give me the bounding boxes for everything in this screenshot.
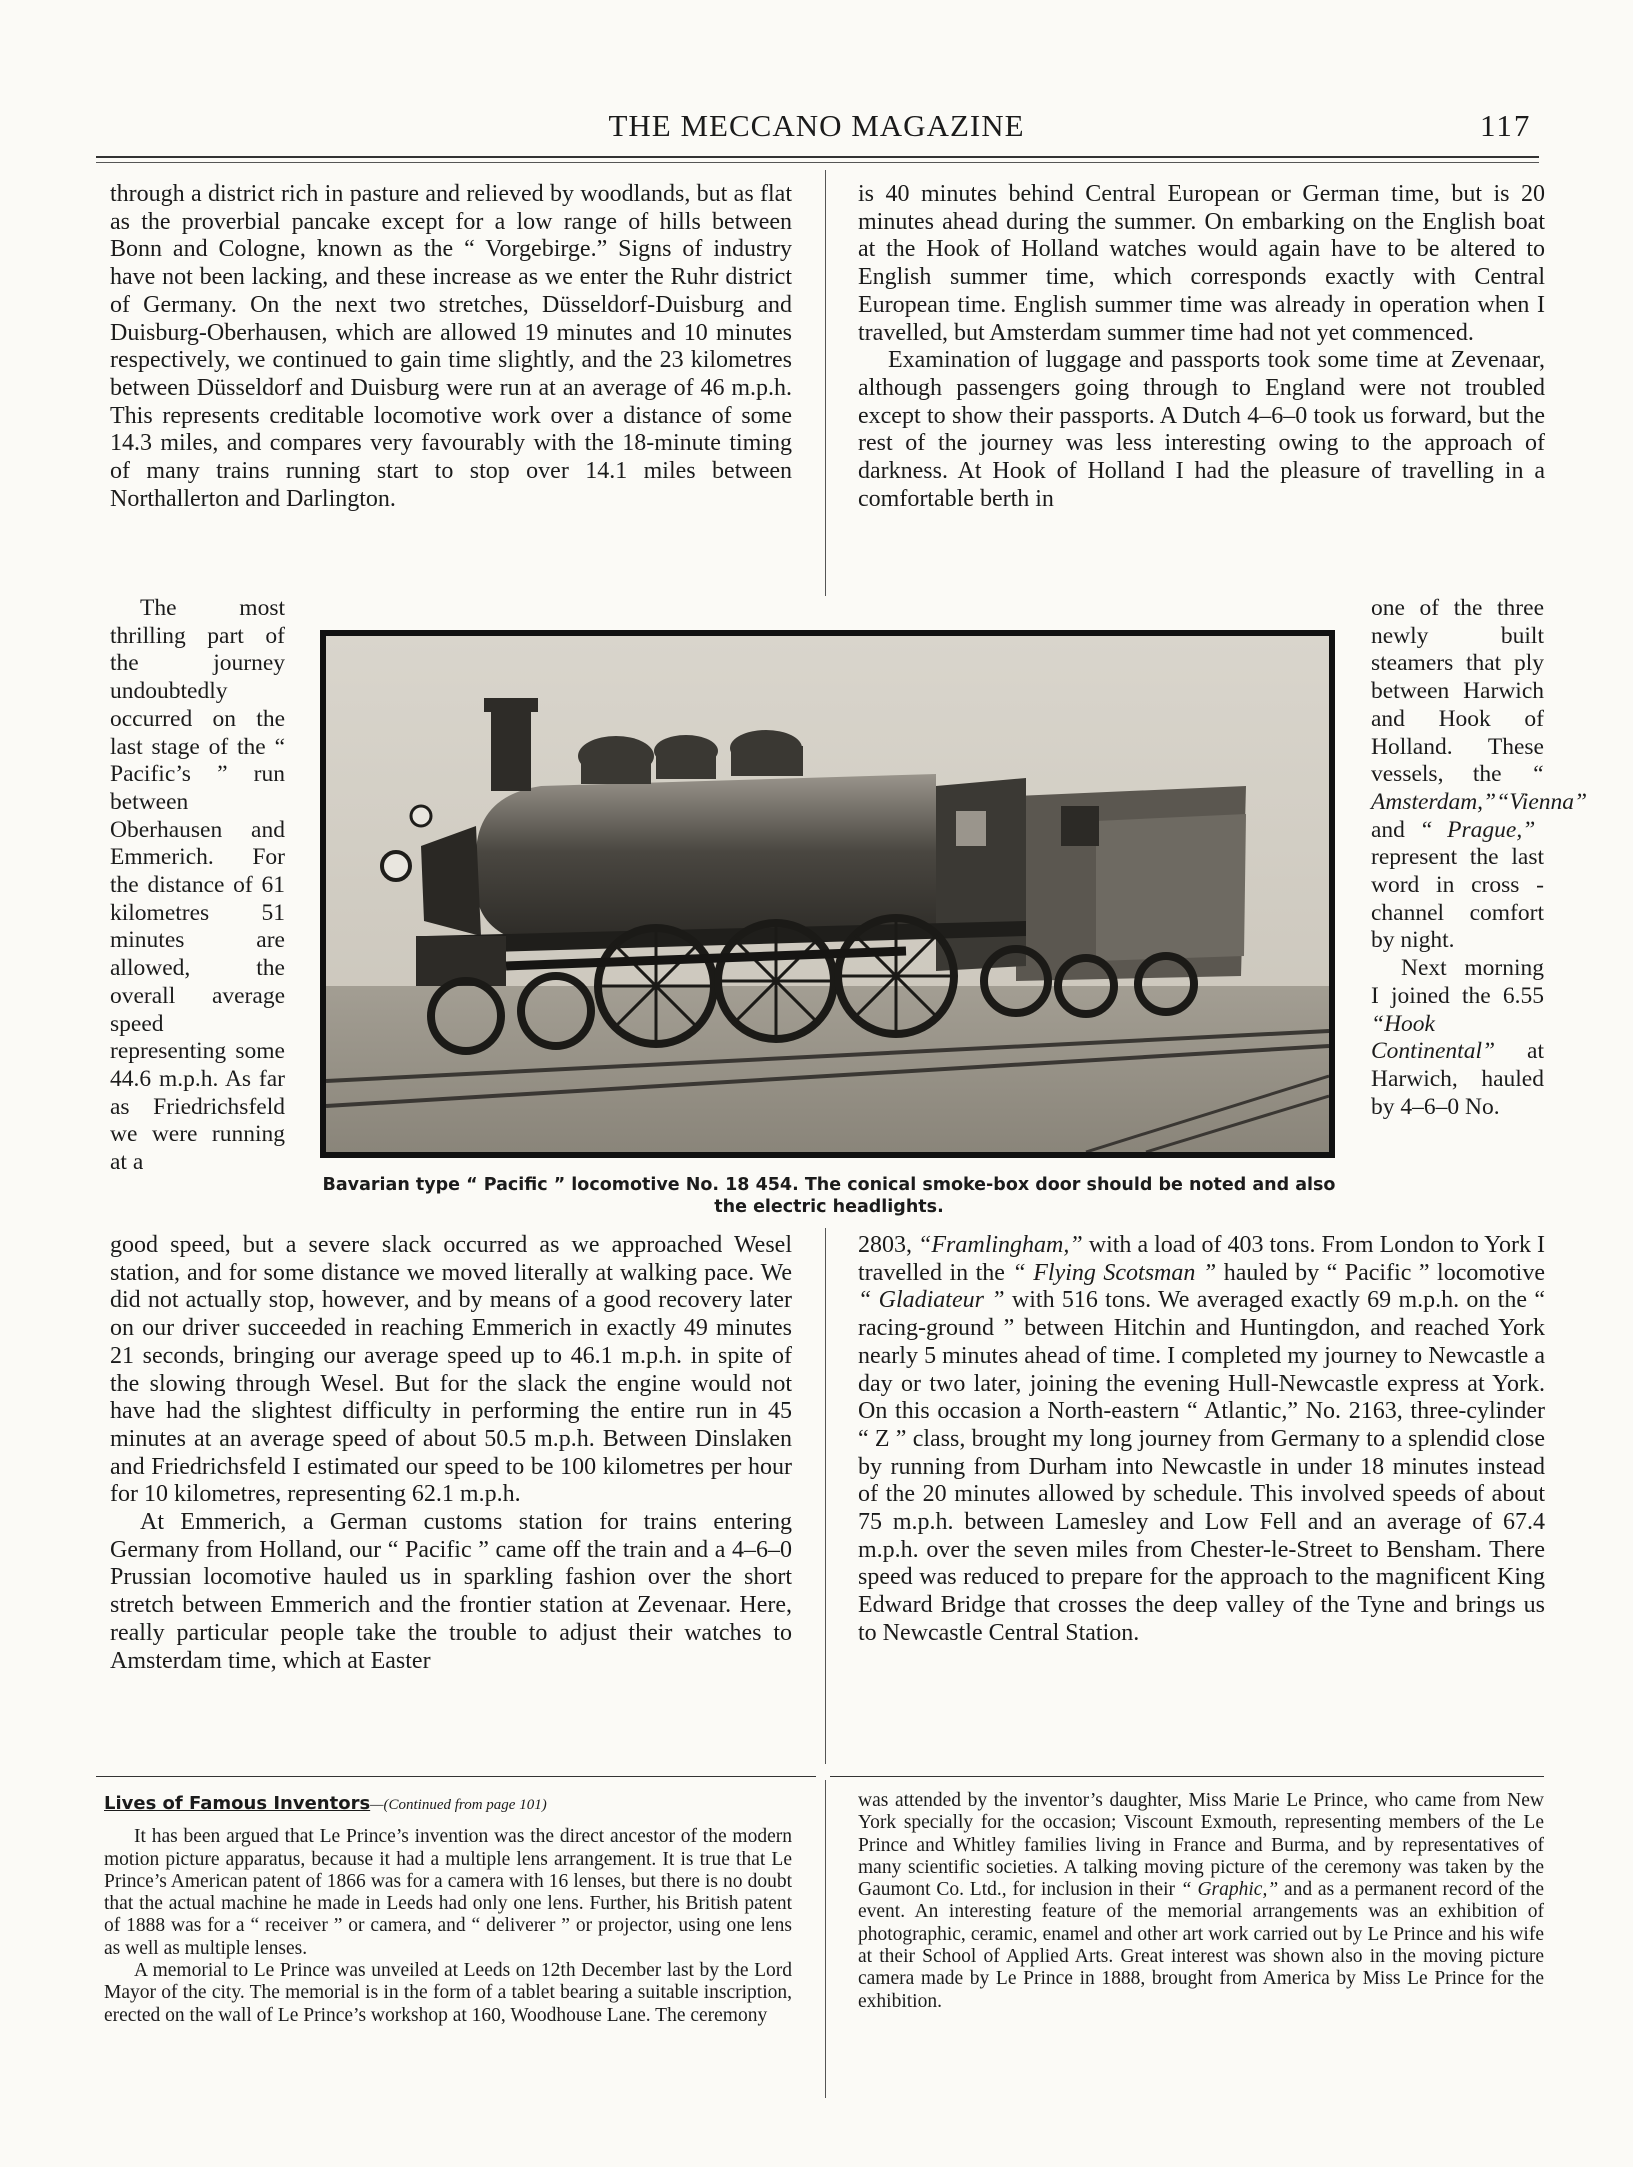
text-run: represent the last word in cross - channel comfort by night.	[1371, 844, 1544, 954]
column-divider	[825, 170, 826, 596]
text-run: with 516 tons. We averaged exactly 69 m.p.h. on the “ racing-ground ” between Hitchin and Huntingdon, and reached York nearly 5 minutes ahead of time. I completed my journey to Newcastle a day or two later, joining the evening Hull-Newcastle express at York. On this occasion a North-eastern “ Atlantic,” No. 2163, three-cylinder “ Z ” class, brought my long journey from Germany to a splendid close by running from Durham into Newcastle in under 18 minutes instead of the 20 minutes allowed by schedule. This involved speeds of about 75 m.p.h. between Lamesley and Low Fell and an average of 67.4 m.p.h. over the seven miles from Chester-le-Street to Bensham. There speed was reduced to prepare for the approach to the magnificent King Edward Bridge that crosses the deep valley of the Tyne and brings us to Newcastle Central Station.	[858, 1287, 1545, 1646]
publication-name: “ Graphic,”	[1180, 1879, 1279, 1901]
paragraph	[858, 1790, 1544, 2013]
paragraph	[858, 1232, 1545, 1648]
paragraph	[1371, 955, 1544, 1121]
paragraph	[1371, 595, 1588, 955]
train-name: “ Flying Scotsman ”	[1012, 1259, 1217, 1286]
text-run: at Harwich, hauled by 4–6–0 No.	[1371, 1038, 1544, 1120]
text-run: was attended by the inventor’s daughter, Miss Marie Le Prince, who came from New York specially for the occasion; Viscount Exmouth, representing members of the Le Prince and Whitley families living in France and Burma, and by representatives of many scientific societies. A talking moving picture of the ceremony was taken by the Gaumont Co. Ltd., for inclusion in their	[858, 1790, 1544, 1901]
figure-caption: Bavarian type “ Pacific ” locomotive No. 18 454. The conical smoke-box door should be noted and also the electric headlights.	[322, 1175, 1336, 1217]
inventors-title: Lives of Famous Inventors	[104, 1793, 371, 1814]
article-column-left-bottom	[110, 1232, 792, 1675]
paragraph: It has been argued that Le Prince’s invention was the direct ancestor of the modern motion picture apparatus, because it had a multiple lens arrangement. It is true that Le Prince’s American patent of 1866 was for a camera with 16 lenses, but there is no doubt that the actual machine he made in Leeds had only one lens. Further, his British patent of 1888 was for a “ receiver ” or camera, and “ deliverer ” or projector, using one lens as well as multiple lenses.	[104, 1826, 792, 1959]
ship-name: “Framlingham,”	[918, 1232, 1083, 1258]
paragraph: The most thrilling part of the journey undoubtedly occurred on the last stage of the “ Pacific’s ” run between Oberhausen and Emmerich. For the distance of 61 kilometres 51 minutes are allowed, the overall average speed representing some 44.6 m.p.h. As far as Friedrichsfeld we were running at a	[110, 595, 285, 1176]
article-column-right-top	[858, 181, 1545, 513]
article-column-right-bottom	[858, 1232, 1545, 1648]
text-run: hauled by “ Pacific ” locomotive	[1216, 1259, 1545, 1286]
section-rule	[830, 1776, 1544, 1777]
text-run: one of the three newly built steamers that ply between Harwich and Hook of Holland. These vessels, the	[1371, 595, 1544, 788]
paragraph: At Emmerich, a German customs station for trains entering Germany from Holland, our “ Pacific ” came off the train and a 4–6–0 Prussian locomotive hauled us in sparkling fashion over the short stretch between Emmerich and the frontier station at Zevenaar. Here, really particular people take the trouble to adjust their watches to Amsterdam time, which at Easter	[110, 1509, 792, 1674]
train-name: “Hook Continental”	[1371, 1010, 1496, 1065]
text-run: Next morning I joined the 6.55	[1371, 955, 1544, 1009]
paragraph: Examination of luggage and passports took some time at Zevenaar, although passengers going through to England were not troubled except to show their passports. A Dutch 4–6–0 took us forward, but the rest of the journey was less interesting owing to the approach of darkness. At Hook of Holland I had the pleasure of travelling in a comfortable berth in	[858, 347, 1545, 512]
ship-name: “Vienna”	[1496, 788, 1588, 815]
paragraph: is 40 minutes behind Central European or German time, but is 20 minutes ahead during the summer. On embarking on the English boat at the Hook of Holland watches would again have to be altered to English summer time, which corresponds exactly with Central European time. English summer time was already in operation when I travelled, but Amsterdam summer time had not yet commenced.	[858, 181, 1545, 346]
locomotive-illustration	[326, 636, 1329, 1152]
text-run: and	[1371, 816, 1420, 843]
article-column-left-top	[110, 181, 792, 513]
article-column-left-narrow	[110, 595, 285, 1177]
paragraph: good speed, but a severe slack occurred as we approached Wesel station, and for some distance we moved literally at walking pace. We did not actually stop, however, and by means of a good recovery later on our driver succeeded in reaching Emmerich in exactly 49 minutes 21 seconds, bringing our average speed up to 46.1 m.p.h. in spite of the slowing through Wesel. But for the slack the engine would not have had the slightest difficulty in performing the entire run in 45 minutes at an average speed of about 50.5 m.p.h. Between Dinslaken and Friedrichsfeld I estimated our speed to be 100 kilometres per hour for 10 kilometres, representing 62.1 m.p.h.	[110, 1232, 792, 1508]
paragraph: through a district rich in pasture and relieved by woodlands, but as flat as the proverbial pancake except for a low range of hills between Bonn and Cologne, known as the “ Vorgebirge.” Signs of industry have not been lacking, and these increase as we enter the Ruhr district of Germany. On the next two stretches, Düsseldorf-Duisburg and Duisburg-Oberhausen, which are allowed 19 minutes and 10 minutes respectively, we continued to gain time slightly, and the 23 kilometres between Düsseldorf and Duisburg were run at an average of 46 m.p.h. This represents creditable locomotive work over a distance of some 14.3 miles, and compares very favourably with the 18-minute timing of many trains running start to stop over 14.1 miles between Northallerton and Darlington.	[110, 181, 792, 512]
header-rule-thin	[96, 162, 1539, 163]
continued-note: —(Continued from page 101)	[370, 1797, 547, 1813]
text-run: and as a permanent record of the event. An interesting feature of the memorial arrangements was an exhibition of photographic, ceramic, enamel and other art work carried out by Le Prince and his wife at their School of Applied Arts. Great interest was shown also in the moving picture camera made by Le Prince in 1888, brought from America by Miss Le Prince for the exhibition.	[858, 1879, 1545, 2012]
section-rule	[96, 1776, 816, 1777]
text-run: with a load of 403 tons. From London to York I travelled in the	[858, 1232, 1546, 1286]
column-divider-footer	[825, 1780, 826, 2098]
inventors-heading	[104, 1793, 792, 1816]
ship-name: “ Amsterdam,”	[1371, 761, 1544, 815]
paragraph: A memorial to Le Prince was unveiled at Leeds on 12th December last by the Lord Mayor of the city. The memorial is in the form of a tablet bearing a suitable inscription, erected on the wall of Le Prince’s workshop at 160, Woodhouse Lane. The ceremony	[104, 1960, 792, 2026]
locomotive-name: “ Gladiateur ”	[858, 1287, 1005, 1314]
masthead: THE MECCANO MAGAZINE	[608, 108, 1025, 143]
article-column-right-narrow	[1371, 595, 1588, 1121]
inventors-column-left	[104, 1793, 792, 2027]
locomotive-photo	[320, 630, 1335, 1158]
ship-name: “ Prague,”	[1419, 816, 1536, 843]
page-number: 117	[1480, 108, 1532, 143]
text-run: 2803,	[858, 1232, 919, 1258]
header-rule	[96, 156, 1539, 158]
column-divider-lower	[825, 1228, 826, 1764]
inventors-column-right	[858, 1790, 1544, 2013]
